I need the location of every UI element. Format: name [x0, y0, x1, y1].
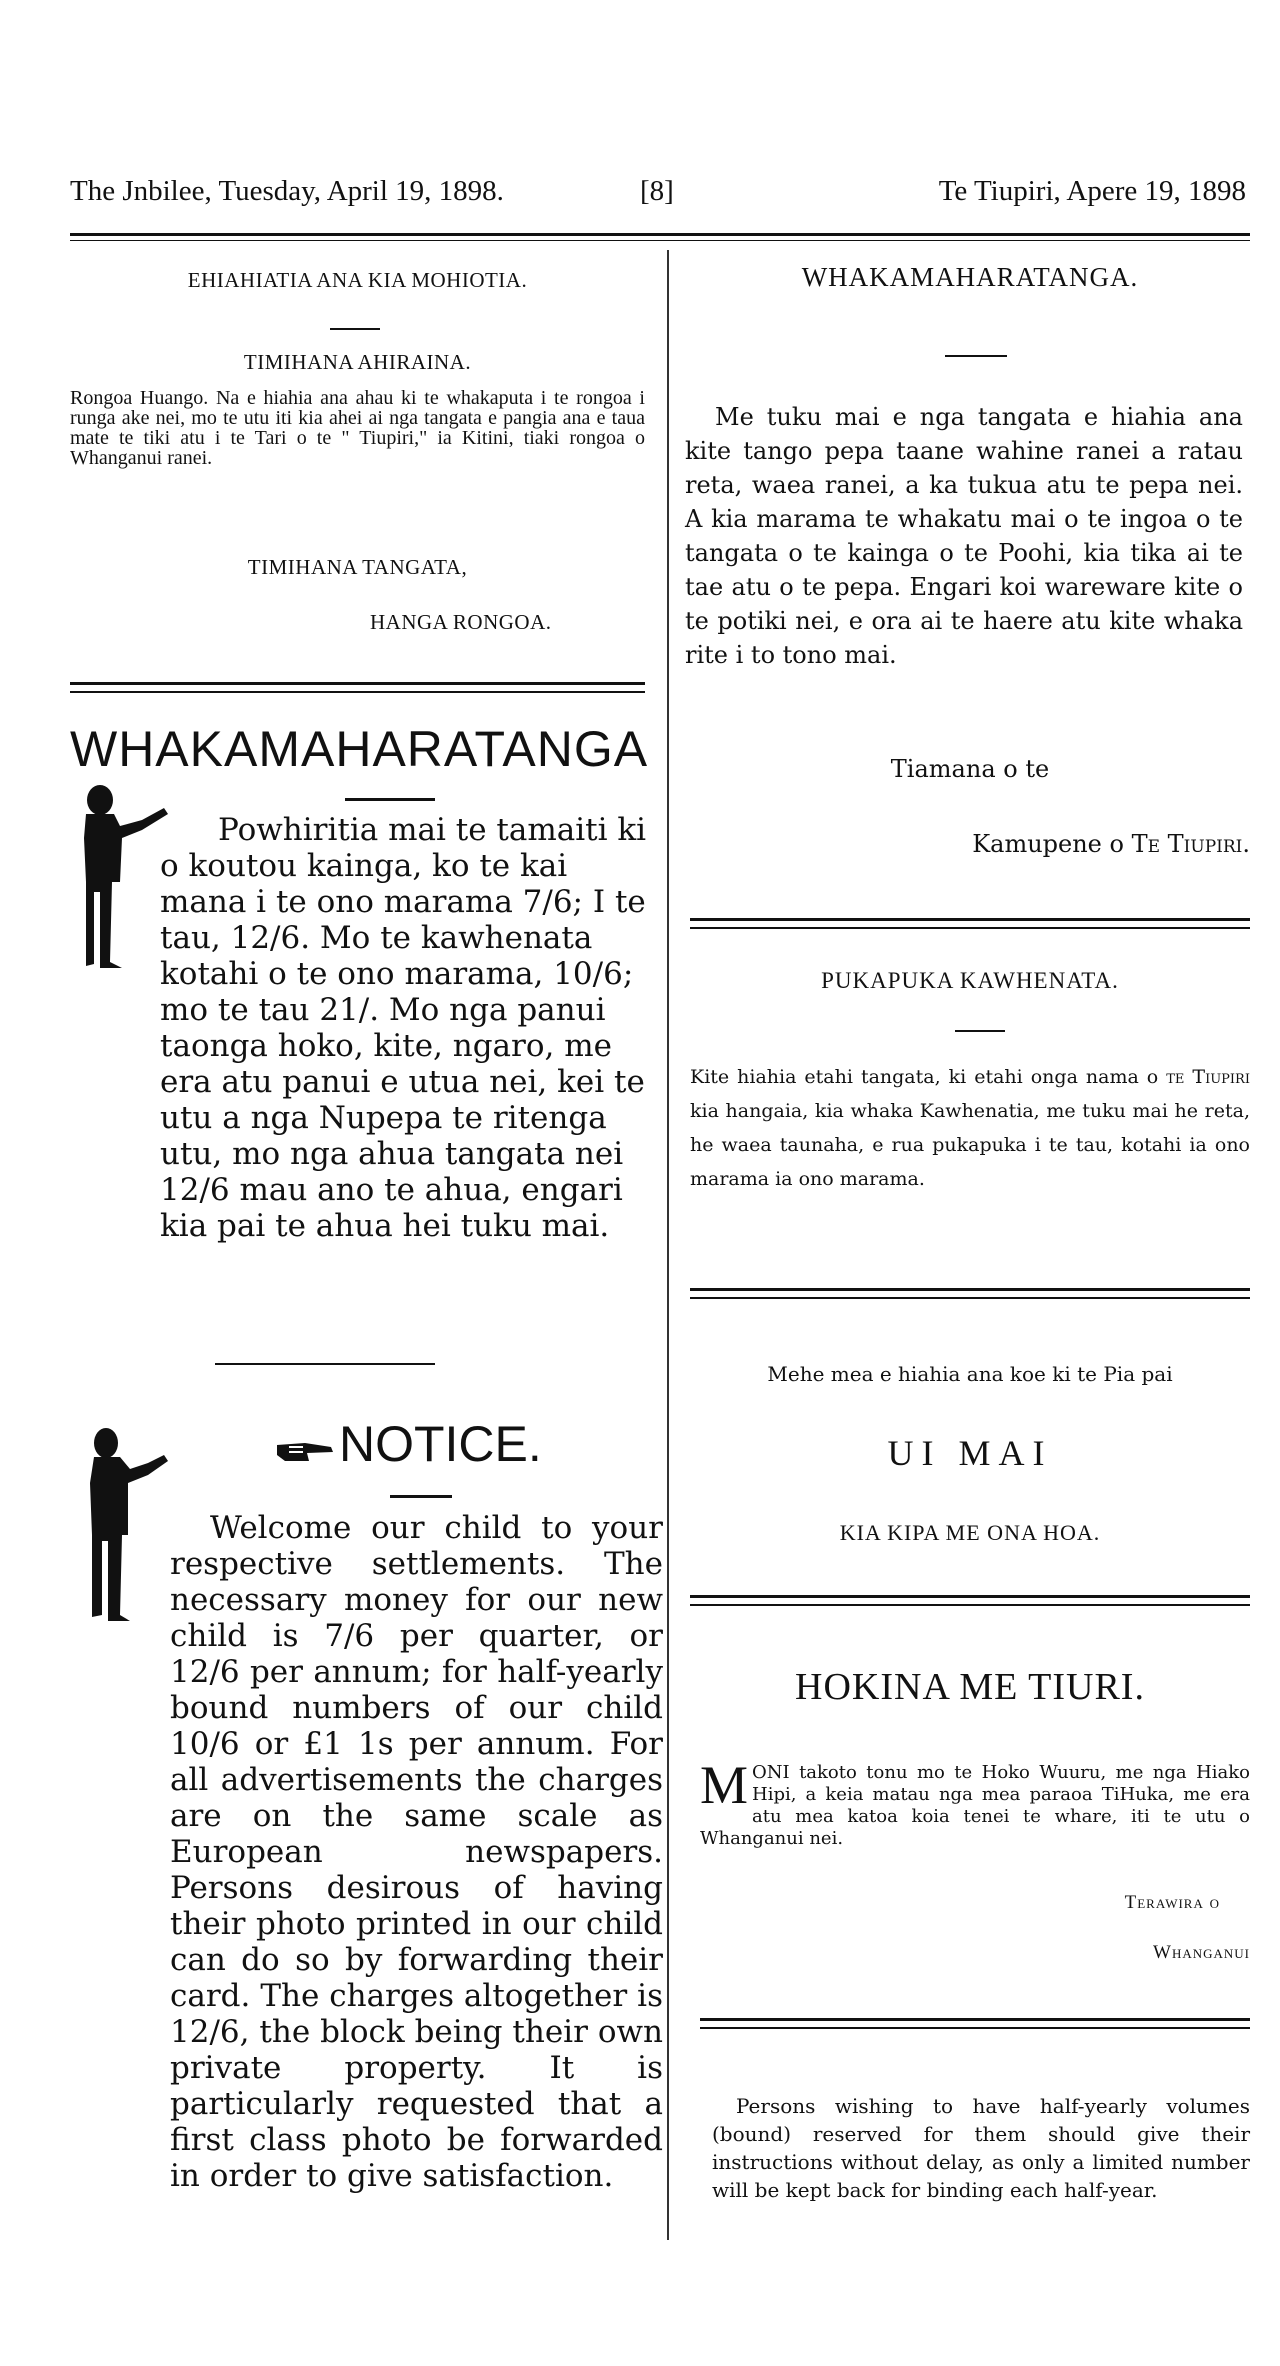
short-rule — [215, 1363, 435, 1365]
whakamaharatanga-paragraph — [685, 400, 1243, 672]
rongoa-paragraph: Rongoa Huango. Na e hiahia ana ahau ki te whakaputa i te rongoa i runga ake nei, mo te utu iti kia ahei ai nga tangata e pangia ana e taua mate te tiki atu i te Tari o te " Tiupiri," ia Kitini, tiaki rongoa o Whanganui ranei. — [70, 387, 645, 469]
persons-text: Persons wishing to have half-yearly volumes (bound) reserved for them should give their instructions without delay, as only a limited number will be kept back for binding each half-year. — [712, 2094, 1250, 2202]
moni-paragraph — [700, 1755, 1250, 1850]
mehe-mea: Mehe mea e hiahia ana koe ki te Pia pai — [767, 1362, 1173, 1386]
kamupene-name: Te Tiupiri. — [1131, 830, 1250, 858]
moni-dropcap: M — [700, 1755, 749, 1815]
whakamaharatanga-title-right: WHAKAMAHARATANGA. — [801, 262, 1139, 292]
notice-title: NOTICE. — [339, 1416, 542, 1472]
ui-mai: UI MAI — [887, 1433, 1053, 1473]
notice-paragraph-text: Welcome our child to your respective settlements. The necessary money for our new child is 7/6 per quarter, or 12/6 per annum; for half-yearly bound numbers of our child 10/6 or £1 1s per annum. For all advertisements the charges are on the same scale as European newspapers. Persons desirous of having their photo printed in our child can do so by forwarding their card. The charges altogether is 12/6, the block being their own private property. It is particularly requested that a first class photo be forwarded in order to give satisfaction. — [170, 1510, 663, 2194]
header-rule-thin — [70, 240, 1250, 241]
header-right: Te Tiupiri, Apere 19, 1898 — [938, 175, 1246, 207]
section-double-rule — [690, 918, 1250, 929]
pukapuka-name: te Tiupiri — [1166, 1066, 1250, 1088]
ehiahiatia-title: EHIAHIATIA ANA KIA MOHIOTIA. — [187, 268, 528, 292]
timihana-ahiraina: TIMIHANA AHIRAINA. — [243, 350, 472, 374]
short-rule — [955, 1030, 1005, 1032]
short-rule — [945, 355, 1007, 357]
short-rule — [390, 1495, 452, 1498]
hanga-rongoa: HANGA RONGOA. — [370, 610, 552, 634]
persons-paragraph — [712, 2092, 1250, 2204]
section-double-rule — [70, 682, 645, 693]
notice-heading — [275, 1415, 542, 1477]
pukapuka-text-2: kia hangaia, kia whaka Kawhenatia, me tuku mai he reta, he waea taunaha, e rua pukapuka i te tau, kotahi ia ono marama ia ono marama. — [690, 1100, 1250, 1190]
pukapuka-title: PUKAPUKA KAWHENATA. — [821, 968, 1119, 993]
whakamaharatanga-title-left: WHAKAMAHARATANGA — [70, 721, 649, 777]
maori-paragraph — [70, 812, 655, 1244]
tiamana: Tiamana o te — [890, 755, 1050, 783]
section-double-rule — [700, 2018, 1250, 2029]
notice-paragraph — [88, 1510, 663, 2194]
short-rule — [345, 798, 435, 801]
page-number: [8] — [640, 175, 674, 207]
column-divider — [667, 250, 669, 2240]
timihana-tangata: TIMIHANA TANGATA, — [247, 555, 468, 579]
section-double-rule — [690, 1595, 1250, 1606]
header-left: The Jnbilee, Tuesday, April 19, 1898. — [70, 175, 504, 207]
kamupene-prefix: Kamupene o — [972, 830, 1132, 858]
moni-text: ONI takoto tonu mo te Hoko Wuuru, me nga Hiako Hipi, a keia matau nga mea paraoa TiHuka, me era atu mea katoa koia tenei te whare, iti te utu o Whanganui nei. — [700, 1762, 1250, 1849]
pukapuka-paragraph — [690, 1060, 1250, 1196]
kamupene — [690, 830, 1260, 858]
kia-kipa: KIA KIPA ME ONA HOA. — [839, 1520, 1101, 1545]
short-rule — [330, 328, 380, 330]
whanganui: Whanganui — [1153, 1942, 1250, 1963]
whakamaharatanga-text: Me tuku mai e nga tangata e hiahia ana kite tango pepa taane wahine ranei a ratau reta, waea ranei, a ka tukua atu te pepa nei. A kia marama te whakatu mai o te ingoa o te tangata o te kainga o te Poohi, kia tika ai te tae atu o te pepa. Engari koi wareware kite o te potiki nei, e ora ai te haere atu kite whaka rite i to tono mai. — [685, 403, 1243, 669]
header-rule — [70, 233, 1250, 236]
terawira: Terawira o — [1124, 1892, 1220, 1913]
maori-paragraph-text: Powhiritia mai te tamaiti ki o koutou kainga, ko te kai mana i te ono marama 7/6; I te tau, 12/6. Mo te kawhenata kotahi o te ono marama, 10/6; mo te tau 21/. Mo nga panui taonga hoko, kite, ngaro, me era atu panui e utua nei, kei te utu a nga Nupepa te ritenga utu, mo nga ahua tangata nei 12/6 mau ano te ahua, engari kia pai te ahua hei tuku mai. — [160, 812, 647, 1244]
pointing-hand-icon — [275, 1419, 335, 1477]
hokina-title: HOKINA ME TIURI. — [795, 1666, 1145, 1708]
section-double-rule — [690, 1288, 1250, 1299]
pukapuka-text-1: Kite hiahia etahi tangata, ki etahi onga nama o — [690, 1066, 1167, 1088]
